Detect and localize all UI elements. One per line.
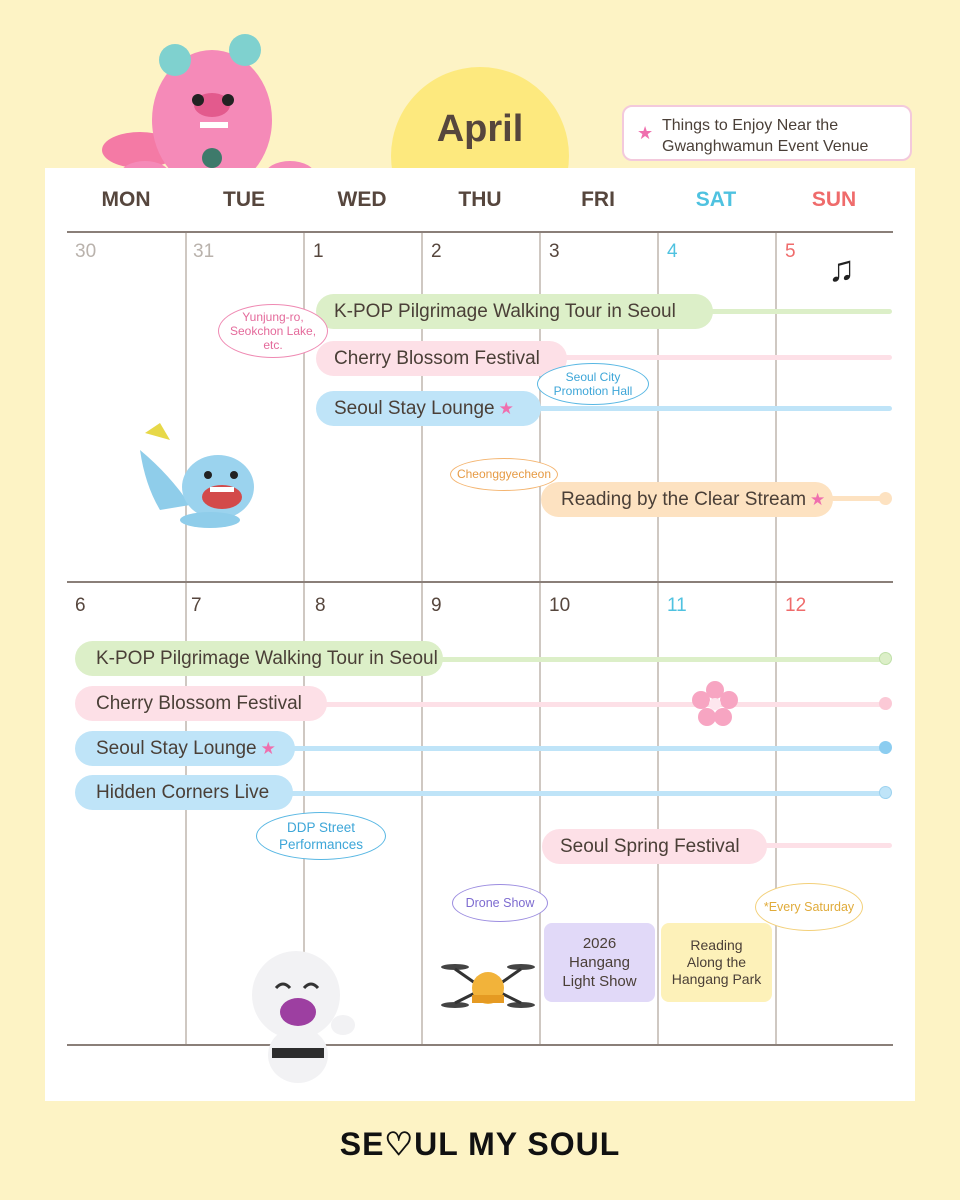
weekday-fri: FRI <box>581 188 615 211</box>
star-icon: ★ <box>260 739 276 758</box>
event-label: Seoul Stay Lounge <box>96 738 257 759</box>
music-notes-icon: ♫ <box>828 248 855 289</box>
bubble-text <box>279 819 363 853</box>
event-end-dot <box>879 492 892 505</box>
event-cherry-blossom-festival[interactable]: Cherry Blossom Festival <box>316 341 567 376</box>
event-cherry-blossom-festival[interactable]: Cherry Blossom Festival <box>75 686 327 721</box>
event-seoul-spring-festival[interactable]: Seoul Spring Festival <box>542 829 767 864</box>
event-end-dot <box>879 652 892 665</box>
day-number: 6 <box>75 595 86 616</box>
event-kpop-walking-tour[interactable]: K-POP Pilgrimage Walking Tour in Seoul <box>75 641 443 676</box>
event-reading-hangang-park[interactable] <box>661 923 772 1002</box>
bubble-text <box>230 310 316 352</box>
event-track <box>530 406 892 411</box>
event-label: Seoul Stay Lounge <box>334 398 495 419</box>
location-bubble-cheonggyecheon: Cheonggyecheon <box>450 458 558 491</box>
blue-dragon-mascot <box>130 415 260 530</box>
event-track <box>285 791 885 796</box>
weekday-sat: SAT <box>695 188 737 211</box>
day-number: 30 <box>75 241 97 262</box>
day-number: 3 <box>549 241 560 262</box>
grid-divider <box>775 583 777 1044</box>
day-number: 10 <box>549 595 571 616</box>
event-track <box>285 746 885 751</box>
box-line: Along the <box>686 954 747 970</box>
day-number: 9 <box>431 595 442 616</box>
event-track <box>700 309 892 314</box>
event-reading-clear-stream[interactable] <box>541 482 833 517</box>
event-track <box>315 702 885 707</box>
event-end-dot <box>879 697 892 710</box>
weekday-thu: THU <box>458 188 502 211</box>
white-mascot <box>248 940 358 1090</box>
bubble-line: Promotion Hall <box>553 384 633 398</box>
star-icon: ★ <box>498 399 514 418</box>
weekday-wed: WED <box>337 188 387 211</box>
drone-icon <box>440 955 536 1020</box>
day-number: 4 <box>667 241 678 262</box>
legend-line-2: Gwanghwamun Event Venue <box>662 138 869 155</box>
weekday-mon: MON <box>101 188 151 211</box>
box-line: Hangang Park <box>671 971 762 987</box>
day-number: 12 <box>785 595 807 616</box>
cherry-blossom-icon <box>692 681 738 727</box>
grid-divider <box>657 583 659 1044</box>
calendar-bottom-line <box>67 1044 893 1046</box>
location-bubble-ddp <box>256 812 386 860</box>
day-number: 7 <box>191 595 202 616</box>
bubble-line: Performances <box>278 837 364 852</box>
location-bubble-drone-show: Drone Show <box>452 884 548 922</box>
day-number: 31 <box>193 241 215 262</box>
bubble-line: Seokchon Lake, <box>229 324 317 338</box>
event-track <box>755 843 892 848</box>
legend-text <box>662 115 868 157</box>
event-kpop-walking-tour[interactable]: K-POP Pilgrimage Walking Tour in Seoul <box>316 294 713 329</box>
box-line: Reading <box>690 937 743 953</box>
bubble-text <box>554 370 633 398</box>
day-number: 1 <box>313 241 324 262</box>
pink-monster-mascot <box>100 30 325 190</box>
location-bubble-city-hall <box>537 363 649 405</box>
event-label: Reading by the Clear Stream <box>561 489 807 510</box>
event-hangang-light-show[interactable] <box>544 923 655 1002</box>
legend-box <box>622 105 912 161</box>
note-bubble-every-saturday: *Every Saturday <box>755 883 863 931</box>
week2-top-line <box>67 581 893 583</box>
event-seoul-stay-lounge[interactable] <box>316 391 541 426</box>
bubble-line: Yunjung-ro, <box>242 310 304 324</box>
box-text <box>562 934 636 991</box>
bubble-line: DDP Street <box>286 820 355 835</box>
box-line: Light Show <box>562 973 637 990</box>
box-line: Hangang <box>569 954 630 971</box>
event-end-dot <box>879 741 892 754</box>
event-end-dot <box>879 786 892 799</box>
bubble-line: Seoul City <box>565 370 621 384</box>
brand-logo: SE♡UL MY SOUL <box>339 1126 621 1162</box>
event-hidden-corners-live[interactable]: Hidden Corners Live <box>75 775 293 810</box>
box-line: 2026 <box>582 935 617 952</box>
star-icon: ★ <box>810 490 826 509</box>
event-track <box>555 355 892 360</box>
week1-top-line <box>67 231 893 233</box>
day-number: 11 <box>667 595 687 616</box>
box-text <box>672 937 762 988</box>
event-track <box>430 657 885 662</box>
weekday-sun: SUN <box>811 188 857 211</box>
weekday-tue: TUE <box>223 188 265 211</box>
event-seoul-stay-lounge[interactable] <box>75 731 295 766</box>
location-bubble-yunjung <box>218 304 328 358</box>
day-number: 5 <box>785 241 796 262</box>
day-number: 2 <box>431 241 442 262</box>
grid-divider <box>303 233 305 581</box>
legend-line-1: Things to Enjoy Near the <box>662 117 839 134</box>
month-title: April <box>436 108 524 150</box>
star-icon: ★ <box>637 123 654 143</box>
day-number: 8 <box>315 595 326 616</box>
grid-divider <box>539 583 541 1044</box>
bubble-line: etc. <box>263 338 283 352</box>
